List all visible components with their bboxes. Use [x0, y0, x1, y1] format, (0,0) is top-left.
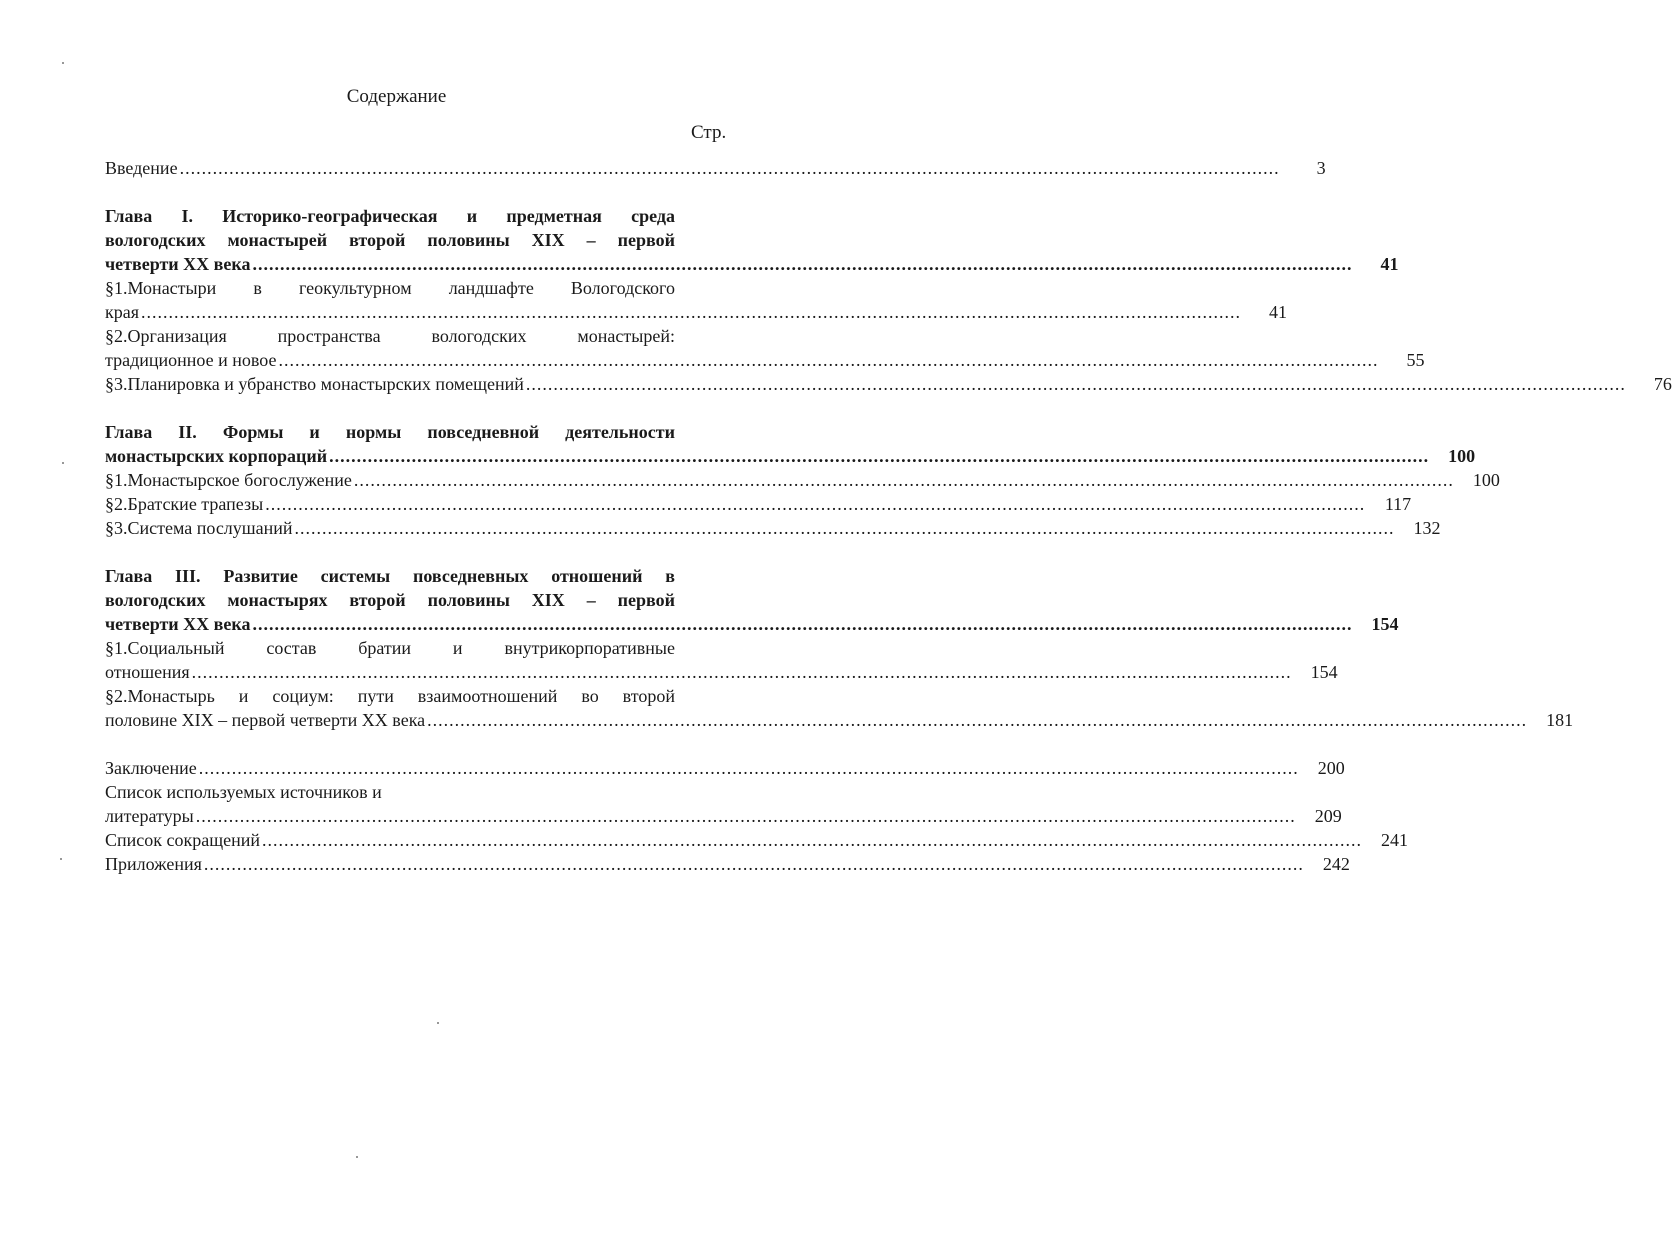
- toc-page-number: 200: [1317, 758, 1345, 778]
- toc-page-number: 209: [1314, 806, 1342, 826]
- toc-entry-text: отношения: [105, 662, 190, 682]
- page-column-header: Стр.: [691, 122, 727, 143]
- leader-dots: ........................................................................................................................................................................................................: [252, 614, 1353, 634]
- toc-section-1-1-line-2[interactable]: [105, 300, 1288, 324]
- toc-entry-text: §1.Монастырское богослужение: [105, 470, 352, 490]
- toc-page-number: 3: [1316, 158, 1326, 178]
- page-title: Содержание: [346, 86, 447, 107]
- toc-chapter-1-line-3[interactable]: [105, 252, 1399, 276]
- toc-section-3-2-line-1[interactable]: §2.Монастырь и социум: пути взаимоотношений во второй: [105, 686, 675, 706]
- toc-chapter-3-line-2[interactable]: вологодских монастырях второй половины XIX – первой: [105, 590, 675, 610]
- toc-page-number: 117: [1384, 494, 1412, 514]
- toc-entry-abbreviations[interactable]: [105, 828, 1408, 852]
- toc-entry-conclusion[interactable]: [105, 756, 1345, 780]
- leader-dots: ........................................................................................................................................................................................................: [179, 158, 1280, 178]
- leader-dots: ........................................................................................................................................................................................................: [141, 302, 1242, 322]
- toc-section-1-1-line-1[interactable]: §1.Монастыри в геокультурном ландшафте Вологодского: [105, 278, 675, 298]
- toc-entry-text: §2.Братские трапезы: [105, 494, 264, 514]
- toc-page-number: 154: [1371, 614, 1399, 634]
- toc-entry-text: половине XIX – первой четверти XX века: [105, 710, 426, 730]
- leader-dots: ........................................................................................................................................................................................................: [198, 758, 1299, 778]
- leader-dots: ........................................................................................................................................................................................................: [191, 662, 1292, 682]
- toc-section-2-1[interactable]: [105, 468, 1500, 492]
- toc-page-number: 76: [1653, 374, 1672, 394]
- scan-speck: [62, 462, 64, 464]
- toc-entry-text: Заключение: [105, 758, 197, 778]
- leader-dots: ........................................................................................................................................................................................................: [427, 710, 1528, 730]
- scan-speck: [60, 858, 62, 860]
- toc-entry-appendix[interactable]: [105, 852, 1350, 876]
- leader-dots: ........................................................................................................................................................................................................: [278, 350, 1379, 370]
- toc-entry-text: Приложения: [105, 854, 202, 874]
- toc-section-1-2-line-1[interactable]: §2.Организация пространства вологодских монастырей:: [105, 326, 675, 346]
- scan-speck: [62, 62, 64, 64]
- toc-page-number: 41: [1269, 302, 1288, 322]
- toc-page-number: 41: [1380, 254, 1399, 274]
- toc-page-number: 242: [1322, 854, 1350, 874]
- leader-dots: ........................................................................................................................................................................................................: [525, 374, 1626, 394]
- toc-entry-text: четверти XX века: [105, 614, 251, 634]
- toc-entry-text: четверти XX века: [105, 254, 251, 274]
- toc-page-number: 100: [1448, 446, 1476, 466]
- leader-dots: ........................................................................................................................................................................................................: [329, 446, 1430, 466]
- leader-dots: ........................................................................................................................................................................................................: [265, 494, 1366, 514]
- toc-page-number: 154: [1310, 662, 1338, 682]
- toc-chapter-1-line-2[interactable]: вологодских монастырей второй половины XIX – первой: [105, 230, 675, 250]
- toc-page-number: 241: [1380, 830, 1408, 850]
- table-of-contents: [105, 156, 1672, 876]
- toc-section-1-2-line-2[interactable]: [105, 348, 1425, 372]
- toc-entry-intro[interactable]: [105, 156, 1326, 180]
- toc-chapter-2-line-1[interactable]: Глава II. Формы и нормы повседневной деятельности: [105, 422, 675, 442]
- toc-entry-sources-line-1[interactable]: Список используемых источников и: [105, 782, 382, 802]
- toc-section-1-3[interactable]: [105, 372, 1672, 396]
- toc-page-number: 132: [1413, 518, 1441, 538]
- toc-entry-text: §3.Планировка и убранство монастырских помещений: [105, 374, 524, 394]
- toc-chapter-1-line-1[interactable]: Глава I. Историко-географическая и предметная среда: [105, 206, 675, 226]
- toc-entry-text: литературы: [105, 806, 194, 826]
- scan-speck: [356, 1156, 358, 1158]
- leader-dots: ........................................................................................................................................................................................................: [252, 254, 1353, 274]
- toc-chapter-2-line-2[interactable]: [105, 444, 1476, 468]
- toc-entry-text: монастырских корпораций: [105, 446, 328, 466]
- toc-section-2-3[interactable]: [105, 516, 1441, 540]
- toc-entry-text: Список сокращений: [105, 830, 260, 850]
- toc-entry-text: Введение: [105, 158, 178, 178]
- toc-entry-text: традиционное и новое: [105, 350, 277, 370]
- toc-section-3-1-line-2[interactable]: [105, 660, 1338, 684]
- leader-dots: ........................................................................................................................................................................................................: [294, 518, 1395, 538]
- toc-page-number: 55: [1406, 350, 1425, 370]
- leader-dots: ........................................................................................................................................................................................................: [203, 854, 1304, 874]
- toc-section-3-1-line-1[interactable]: §1.Социальный состав братии и внутрикорпоративные: [105, 638, 675, 658]
- toc-section-3-2-line-2[interactable]: [105, 708, 1574, 732]
- leader-dots: ........................................................................................................................................................................................................: [353, 470, 1454, 490]
- leader-dots: ........................................................................................................................................................................................................: [261, 830, 1362, 850]
- toc-section-2-2[interactable]: [105, 492, 1412, 516]
- leader-dots: ........................................................................................................................................................................................................: [195, 806, 1296, 826]
- toc-entry-text: §3.Система послушаний: [105, 518, 293, 538]
- toc-entry-sources-line-2[interactable]: [105, 804, 1342, 828]
- toc-chapter-3-line-1[interactable]: Глава III. Развитие системы повседневных отношений в: [105, 566, 675, 586]
- scan-speck: [437, 1022, 439, 1024]
- toc-page-number: 181: [1546, 710, 1574, 730]
- toc-entry-text: края: [105, 302, 140, 322]
- toc-chapter-3-line-3[interactable]: [105, 612, 1399, 636]
- toc-page-number: 100: [1472, 470, 1500, 490]
